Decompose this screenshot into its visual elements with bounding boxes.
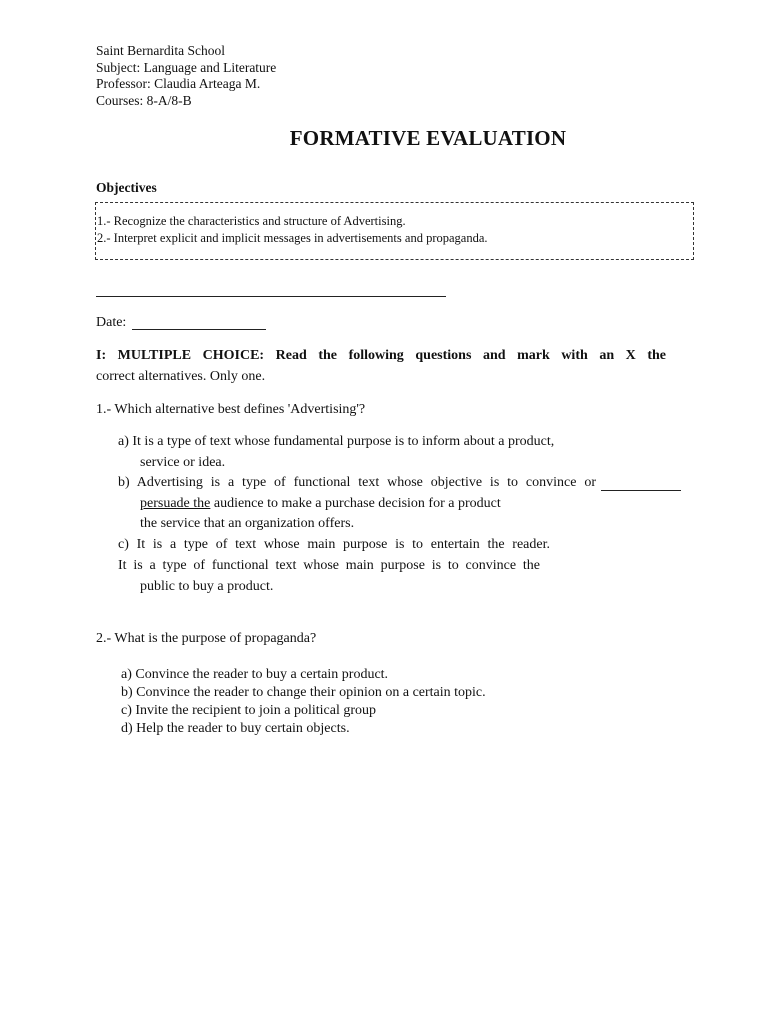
question-1-option-b-line2-rest: audience to make a purchase decision for a product xyxy=(210,496,501,511)
objective-item-1: 1.- Recognize the characteristics and structure of Advertising. xyxy=(97,214,406,228)
page-title: FORMATIVE EVALUATION xyxy=(289,126,567,150)
question-1-option-c[interactable] xyxy=(118,537,550,553)
section1-instruction-rest: Read the following questions and mark with an X the xyxy=(275,348,667,363)
section1-instruction xyxy=(96,348,666,364)
section1-heading: I: MULTIPLE CHOICE: xyxy=(96,348,265,363)
subject-line: Subject: Language and Literature xyxy=(96,59,277,75)
question-1-option-d[interactable] xyxy=(118,558,540,574)
question-1-option-c-line1: c) It is a type of text whose main purpose is to entertain the reader. xyxy=(118,537,550,552)
section1-instruction-line2: correct alternatives. Only one. xyxy=(96,369,266,384)
objectives-heading: Objectives xyxy=(96,180,157,195)
question-1-option-a[interactable]: a) It is a type of text whose fundamental purpose is to inform about a product, xyxy=(118,434,555,449)
question-1-option-b-line2 xyxy=(140,496,501,512)
objective-item-2: 2.- Interpret explicit and implicit messages in advertisements and propaganda. xyxy=(97,231,488,245)
question-1-option-d-line1: It is a type of functional text whose main purpose is to convince the xyxy=(118,558,540,573)
question-2-option-c[interactable]: c) Invite the recipient to join a political group xyxy=(121,703,377,718)
question-1-option-b-line1: b) Advertising is a type of functional text whose objective is to convince or xyxy=(118,475,596,490)
date-line[interactable] xyxy=(132,329,266,330)
question-1-option-a-cont: service or idea. xyxy=(140,455,226,470)
question-1-prompt: 1.- Which alternative best defines 'Advertising'? xyxy=(96,402,366,417)
question-2-option-d[interactable]: d) Help the reader to buy certain objects. xyxy=(121,721,350,736)
question-1-option-b[interactable] xyxy=(118,475,596,491)
question-2-prompt: 2.- What is the purpose of propaganda? xyxy=(96,631,317,646)
name-line[interactable] xyxy=(96,296,446,297)
option-b-blank-line[interactable] xyxy=(601,490,681,491)
question-2-option-a[interactable]: a) Convince the reader to buy a certain product. xyxy=(121,667,389,682)
underlined-phrase: persuade the xyxy=(140,496,211,511)
school-name: Saint Bernardita School xyxy=(96,43,225,58)
question-1-option-b-line3: the service that an organization offers. xyxy=(140,516,355,531)
courses-line: Courses: 8-A/8-B xyxy=(96,92,192,108)
question-2-option-b[interactable]: b) Convince the reader to change their opinion on a certain topic. xyxy=(121,685,486,700)
professor-line: Professor: Claudia Arteaga M. xyxy=(96,76,261,91)
question-1-option-d-line2: public to buy a product. xyxy=(140,579,274,594)
date-label: Date: xyxy=(96,315,127,330)
